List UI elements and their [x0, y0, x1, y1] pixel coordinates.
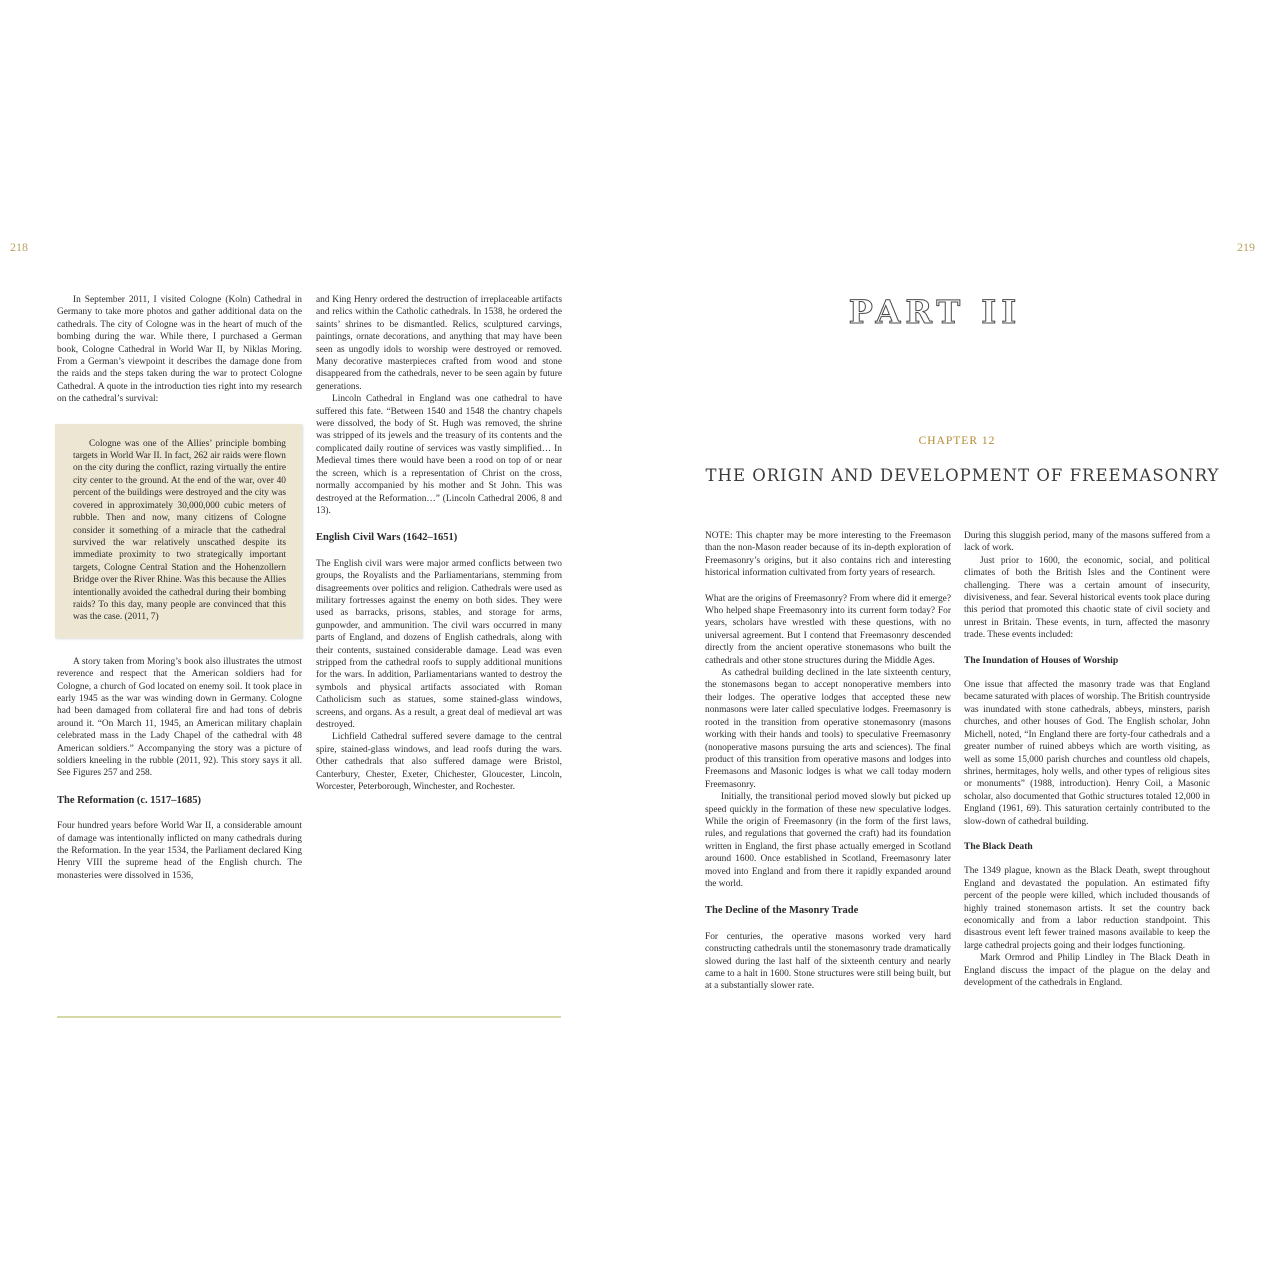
paragraph-note: NOTE: This chapter may be more interesting to the Freemason than the non-Mason reader because of its in-depth exploration of Freemasonry’s origins, but it also contains rich and interesting historical information cultivated from forty years of research.: [705, 531, 951, 579]
paragraph-lincoln: Lincoln Cathedral in England was one cathedral to have suffered this fate. “Between 1540 and 1548 the chantry chapels were dissolved, the body of St. Hugh was removed, the shrine was stripped of its jewels and the treasury of its contents and the complicated daily routine of services was vastly simplified… In Medieval times there would have been a rood on top of or near the screen, which is a representation of Christ on the cross, normally accompanied by his mother and St John. This was destroyed at the Reformation…” (Lincoln Cathedral 2006, 8 and 13).: [316, 394, 562, 516]
paragraph-transition: Initially, the transitional period moved slowly but picked up speed quickly in the formation of these new speculative lodges. While the origin of Freemasonry (in the form of the first laws, rules, and regulations that governed the craft) had its foundation written in England, the first phase actually emerged in Scotland around 1600. Once established in Scotland, Freemasonry later moved into England and from there it rapidly expanded around the world.: [705, 792, 951, 889]
paragraph-reformation: Four hundred years before World War II, a considerable amount of damage was intentionally inflicted on many cathedrals during the Reformation. In the year 1534, the Parliament declared King Henry VIII the supreme head of the English church. The monasteries were dissolved in 1536,: [57, 821, 302, 881]
paragraph-decline-building: As cathedral building declined in the late sixteenth century, the stonemasons began to accept nonoperative members into their lodges. The operative lodges that accepted these new nonmasons were later called speculative lodges. Freemasonry is rooted in the transition from operative stonemasonry (masons working with their hands and tools) to speculative Freemasonry (nonoperative masons pursuing the arts and sciences). The final product of this transition from operative masons and lodges into Freemasons and Masonic lodges is what we call today modern Freemasonry.: [705, 668, 951, 790]
paragraph-prior-1600: Just prior to 1600, the economic, social, and political climates of both the British Isles and the Continent were challenging. There was a certain amount of insecurity, divisiveness, and fear. Several historical events took place during this period that promoted this chaotic state of civil society and unrest in Britain. These events, in turn, affected the masonry trade. These events included:: [964, 555, 1210, 641]
paragraph-centuries: For centuries, the operative masons worked very hard constructing cathedrals until the stonemasonry trade dramatically slowed during the last half of the sixteenth century and nearly came to a halt in 1600. Stone structures were still being built, but at a substantially slower rate.: [705, 931, 951, 992]
heading-black-death: The Black Death: [964, 840, 1033, 852]
footer-rule: [57, 1016, 561, 1018]
part-title: [770, 293, 1100, 331]
paragraph-intro: In September 2011, I visited Cologne (Koln) Cathedral in Germany to take more photos and gather additional data on the cathedrals. The city of Cologne was in the heart of much of the bombing during the war. While there, I purchased a German book, Cologne Cathedral in World War II, by Niklas Moring. From a German’s viewpoint it describes the damage done from the raids and the steps taken during the war to protect Cologne Cathedral. A quote in the introduction ties right into my research on the cathedral’s survival:: [57, 295, 302, 405]
quote-text: Cologne was one of the Allies’ principle bombing targets in World War II. In fact, 262 air raids were flown on the city during the conflict, razing virtually the entire city center to the ground. At the end of the war, over 40 percent of the buildings were destroyed and the city was covered in approximately 30,000,000 cubic meters of rubble. Then and now, many citizens of Cologne consider it something of a miracle that the cathedral survived the war relatively unscathed despite its immediate proximity to two strategically important targets, Cologne Central Station and the Hohenzollern Bridge over the River Rhine. Was this because the Allies intentionally avoided the cathedral during their bombing raids? To this day, many people are convinced that this was the case. (2011, 7): [73, 438, 286, 623]
paragraph-inundation: One issue that affected the masonry trade was that England became saturated with places of worship. The British countryside was inundated with stone cathedrals, abbeys, minsters, parish churches, and other houses of God. The English scholar, John Michell, noted, “In England there are forty-four cathedrals and a greater number of ruined abbeys which are worth visiting, as well as some 15,000 parish churches and countless old chapels, shrines, hermitages, holy wells, and other types of religious sites or monuments” (1988, introduction). Henry Coil, a Masonic scholar, also documented that Gothic structures totaled 12,000 in England (1961, 69). This saturation certainly contributed to the slow-down of cathedral building.: [964, 680, 1210, 827]
left-column-1: [57, 294, 302, 882]
heading-inundation: The Inundation of Houses of Worship: [964, 654, 1119, 666]
right-column-2: [964, 530, 1210, 989]
paragraph-continued: and King Henry ordered the destruction of irreplaceable artifacts and relics within the Catholic cathedrals. In 1538, he ordered the saints’ shrines to be dismantled. Relics, sculptured carvings, paintings, ornate decorations, and anything that may have been seen as ungodly idols to worship were destroyed or removed. Many decorative masterpieces crafted from wood and stone disappeared from the cathedrals, never to be seen again by future generations.: [316, 295, 562, 392]
paragraph-sluggish: During this sluggish period, many of the masons suffered from a lack of work.: [964, 531, 1210, 554]
paragraph-civil-wars: The English civil wars were major armed conflicts between two groups, the Royalists and the Parliamentarians, stemming from disagreements over politics and religion. Cathedrals were used as military fortresses against the enemy on both sides. They were used as barracks, prisons, stables, and storage for arms, gunpowder, and ammunition. The civil wars occurred in many parts of England, and dozens of English cathedrals, along with their contents, sustained considerable damage. Lead was even stripped from the cathedral roofs to supply additional munitions for the wars. In addition, Parliamentarians wanted to destroy the symbols and physical artifacts associated with Roman Catholicism such as statues, some stained-glass windows, screens, and organs. As a result, a great deal of medieval art was destroyed.: [316, 558, 562, 730]
chapter-label: CHAPTER 12: [918, 435, 996, 447]
chapter-title: THE ORIGIN AND DEVELOPMENT OF FREEMASONRY: [705, 466, 1220, 485]
paragraph-ormrod: Mark Ormrod and Philip Lindley in The Black Death in England discuss the impact of the plague on the delay and development of the cathedrals in England.: [964, 953, 1210, 988]
heading-decline: The Decline of the Masonry Trade: [705, 905, 859, 917]
page-number-left: 218: [10, 240, 28, 254]
paragraph-origins: What are the origins of Freemasonry? From where did it emerge? Who helped shape Freemasonry into its current form today? For years, scholars have wrestled with these questions, with no universal agreement. But I contend that Freemasonry descended directly from the ancient operative stonemasons who built the cathedrals and other stone structures during the Middle Ages.: [705, 593, 951, 666]
heading-civil-wars: English Civil Wars (1642–1651): [316, 532, 458, 544]
block-quote: [55, 424, 302, 638]
paragraph-lichfield: Lichfield Cathedral suffered severe damage to the central spire, stained-glass windows, and lead roofs during the wars. Other cathedrals that also suffered damage were Bristol, Canterbury, Chester, Exeter, Chichester, Gloucester, Lincoln, Worcester, Peterborough, Winchester, and Rochester.: [316, 732, 562, 793]
part-title-text: PART II: [848, 293, 1022, 331]
page-number-right: 219: [1237, 240, 1255, 254]
paragraph-black-death: The 1349 plague, known as the Black Death, swept throughout England and devastated the population. An estimated fifty percent of the people were killed, which included thousands of highly trained stonemason artists. It set the country back economically and from a labor reduction standpoint. This disastrous event left fewer trained masons available to keep the large cathedral projects going and their lodges functioning.: [964, 866, 1210, 951]
left-column-2: [316, 294, 562, 793]
right-column-1: [705, 530, 951, 993]
heading-reformation: The Reformation (c. 1517–1685): [57, 794, 202, 806]
paragraph-story: A story taken from Moring’s book also illustrates the utmost reverence and respect that the American soldiers had for Cologne, a church of God located on enemy soil. It took place in early 1945 as the war was winding down in Germany. Cologne had been damaged from collateral fire and had tons of debris around it. “On March 11, 1945, an American military chaplain celebrated mass in the Lady Chapel of the cathedral with 48 American soldiers.” Accompanying the story was a picture of soldiers kneeling in the rubble (2011, 92). This story says it all. See Figures 257 and 258.: [57, 656, 302, 779]
